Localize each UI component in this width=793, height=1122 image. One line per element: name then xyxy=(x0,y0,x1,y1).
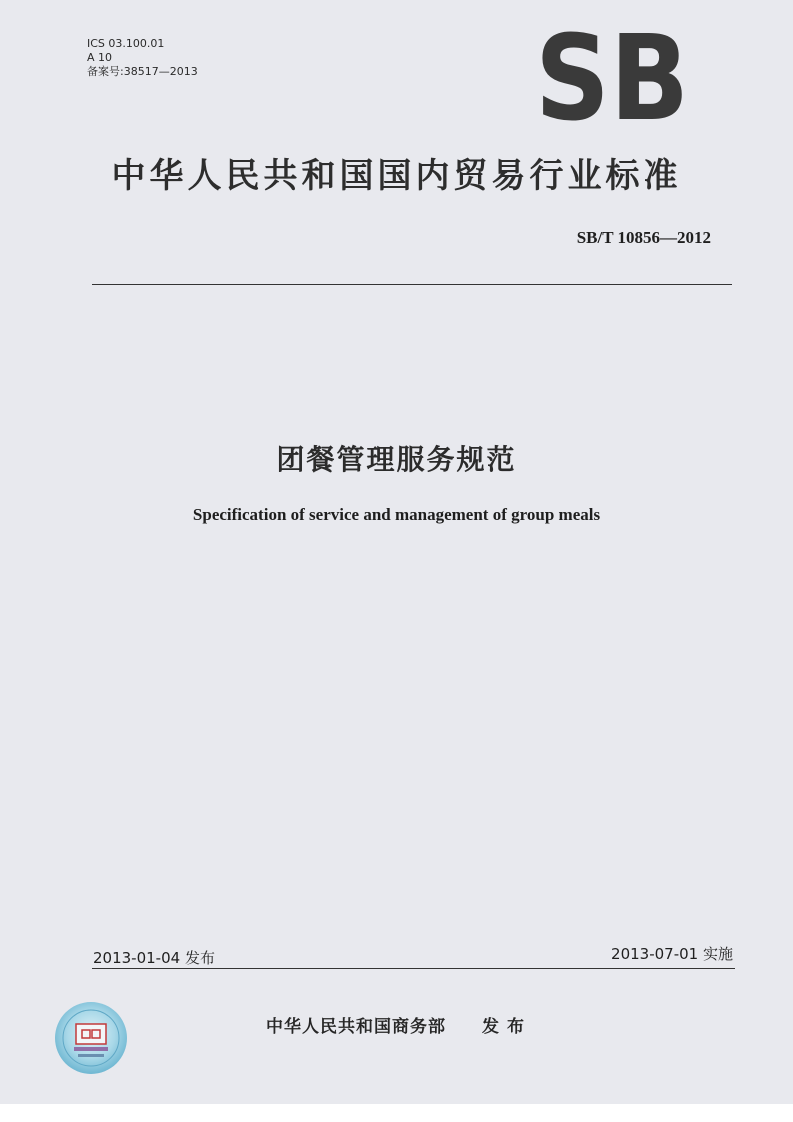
ics-code: ICS 03.100.01 xyxy=(87,37,165,50)
document-title-english: Specification of service and management of group meals xyxy=(192,505,601,524)
sb-logo-text: SB xyxy=(535,9,689,147)
standard-title: 中华人民共和国国内贸易行业标准 xyxy=(111,156,682,196)
header-divider xyxy=(92,284,732,285)
classification-block xyxy=(87,37,198,79)
issue-date: 2013-01-04 发布 xyxy=(93,949,215,967)
issuer-action: 发布 xyxy=(482,1017,532,1037)
implementation-date: 2013-07-01 实施 xyxy=(611,945,733,963)
standard-seal-icon xyxy=(52,1000,130,1076)
standard-code: SB/T 10856—2012 xyxy=(576,228,711,247)
sb-logo xyxy=(532,9,692,147)
category-code: A 10 xyxy=(87,51,113,64)
issuer-name: 中华人民共和国商务部 xyxy=(266,1017,446,1037)
record-number: 备案号:38517—2013 xyxy=(87,65,198,78)
footer-divider xyxy=(92,968,735,969)
issuing-authority xyxy=(266,1012,532,1037)
document-title: 团餐管理服务规范 xyxy=(276,443,517,476)
